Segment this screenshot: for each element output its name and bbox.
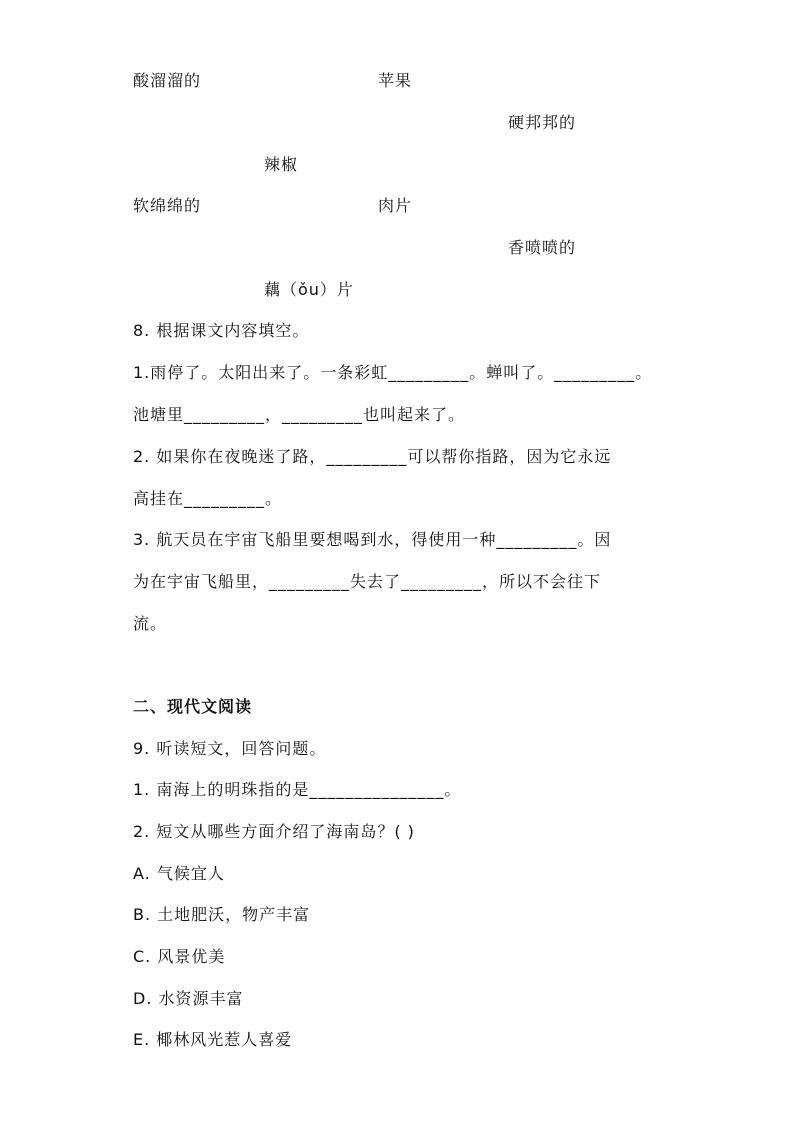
option-d: D. 水资源丰富 bbox=[133, 989, 244, 1008]
option-b: B. 土地肥沃，物产丰富 bbox=[133, 905, 311, 924]
option-a: A. 气候宜人 bbox=[133, 864, 225, 883]
section-heading: 二、现代文阅读 bbox=[133, 697, 253, 716]
adjective-left-2: 软绵绵的 bbox=[133, 196, 202, 215]
food-3: 肉片 bbox=[378, 196, 413, 215]
question-9-title: 9. 听读短文，回答问题。 bbox=[133, 739, 327, 758]
question-8-item-1-line-1: 1.雨停了。太阳出来了。一条彩虹_________。蝉叫了。_________。 bbox=[133, 363, 653, 382]
question-9-sub-2: 2. 短文从哪些方面介绍了海南岛？( ) bbox=[133, 822, 415, 841]
question-8-item-1-line-2: 池塘里_________，_________也叫起来了。 bbox=[133, 405, 466, 424]
question-8-item-3-line-1: 3. 航天员在宇宙飞船里要想喝到水，得使用一种_________。因 bbox=[133, 530, 612, 549]
food-2: 辣椒 bbox=[264, 155, 299, 174]
question-8-item-3-line-3: 流。 bbox=[133, 614, 168, 633]
food-4: 藕（ǒu）片 bbox=[264, 280, 354, 299]
adjective-left-1: 酸溜溜的 bbox=[133, 71, 202, 90]
adjective-right-1: 硬邦邦的 bbox=[508, 113, 577, 132]
question-8-item-2-line-1: 2. 如果你在夜晚迷了路，_________可以帮你指路，因为它永远 bbox=[133, 447, 612, 466]
option-e: E. 椰林风光惹人喜爱 bbox=[133, 1030, 293, 1049]
question-9-sub-1: 1. 南海上的明珠指的是_______________。 bbox=[133, 780, 462, 799]
food-1: 苹果 bbox=[378, 71, 413, 90]
question-8-item-2-line-2: 高挂在_________。 bbox=[133, 489, 283, 508]
question-8-title: 8. 根据课文内容填空。 bbox=[133, 321, 310, 340]
question-8-item-3-line-2: 为在宇宙飞船里，_________失去了_________，所以不会往下 bbox=[133, 572, 602, 591]
option-c: C. 风景优美 bbox=[133, 947, 226, 966]
adjective-right-2: 香喷喷的 bbox=[508, 238, 577, 257]
